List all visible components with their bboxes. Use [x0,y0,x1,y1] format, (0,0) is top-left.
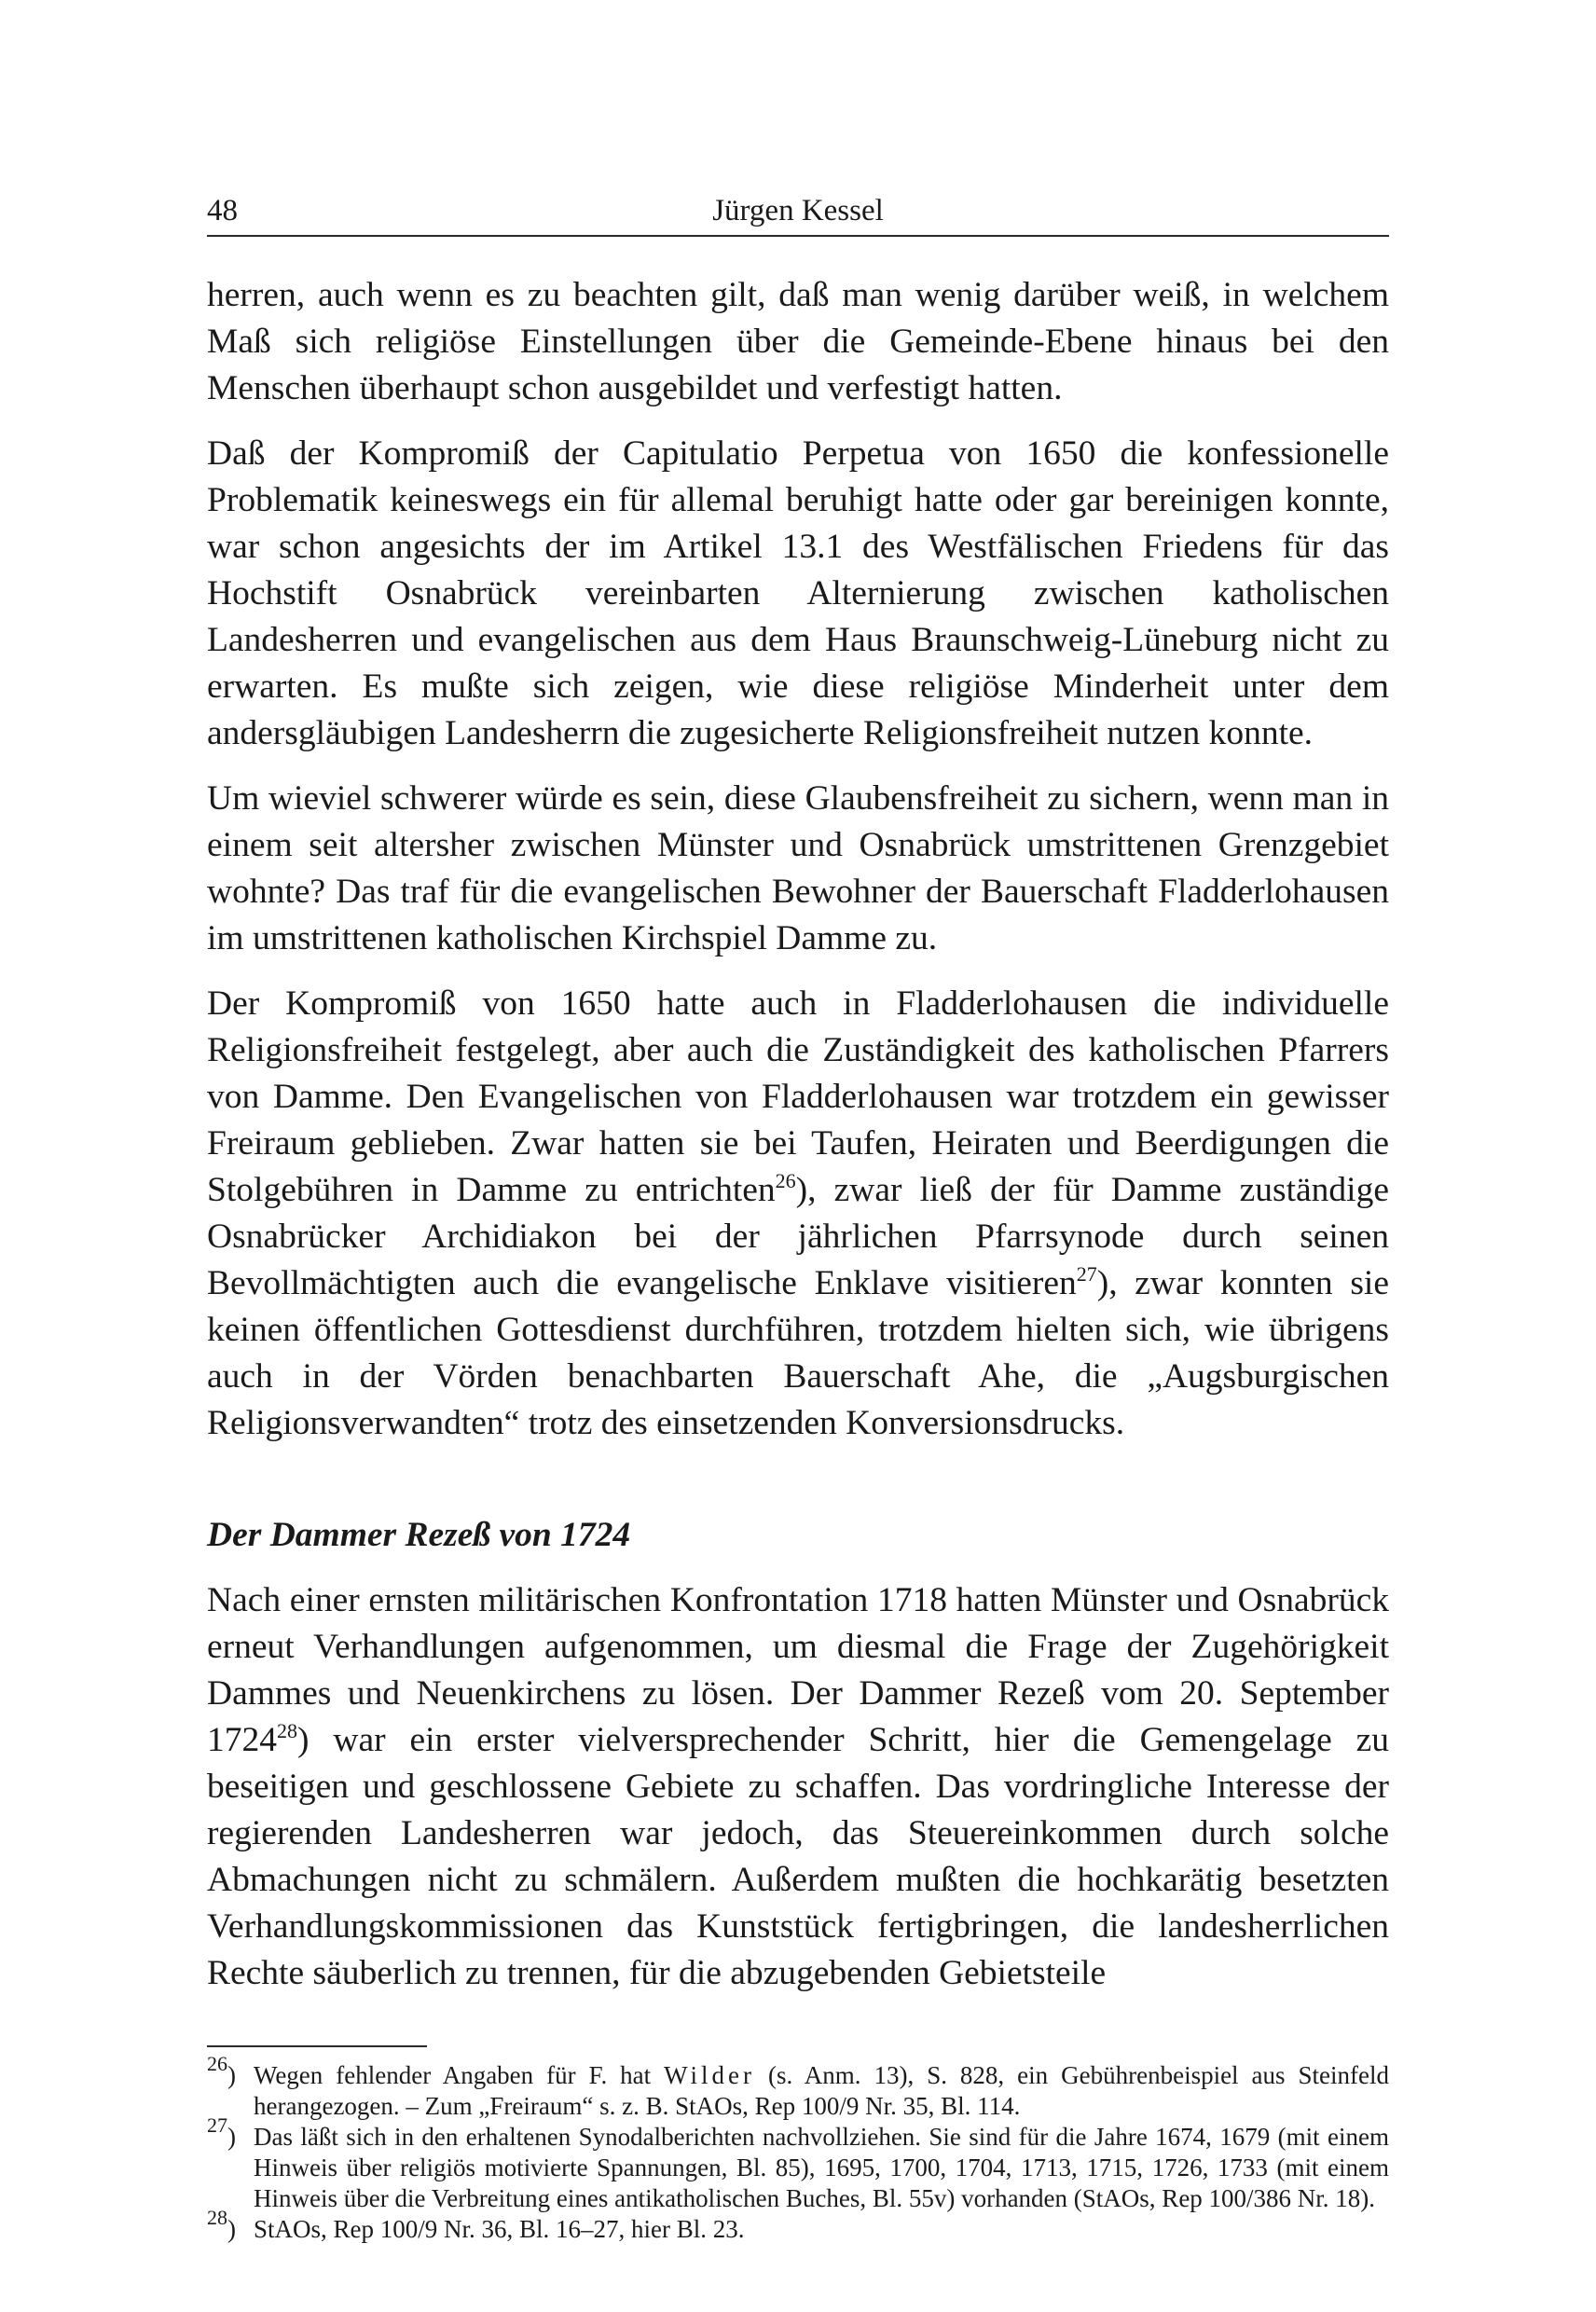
footnote-mark: $^{27}$) [207,2113,236,2151]
body-text [207,272,1389,1997]
paragraph-5-part-b: ) war ein erster vielversprechender Schritt, hier die Gemengelage zu beseitigen und geschlossene Gebiete zu schaffen. Das vordringliche Interesse der regierenden Landesherren war jedoch, das Steuereinkommen durch solche Abmachungen nicht zu schmälern. Außerdem mußten die hochkarätig besetzten Verhandlungskommissionen das Kunststück fertigbringen, die landesherrlichen Rechte säuberlich zu trennen, für die abzugebenden Gebietsteile [207,1721,1389,1992]
page-number: 48 [207,194,238,227]
footnotes [207,2052,1389,2245]
footnote-27 [207,2113,1389,2214]
footnote-ref-26[interactable]: 26 [775,1169,796,1192]
paragraph-2: Daß der Kompromiß der Capitulatio Perpetua von 1650 die konfessionelle Problematik keineswegs ein für allemal beruhigt hatte oder gar bereinigen konnte, war schon angesichts der im Artikel 13.1 des Westfälischen Friedens für das Hochstift Osnabrück vereinbarten Alternierung zwischen katholischen Landesherren und evangelischen aus dem Haus Braunschweig-Lüneburg nicht zu erwarten. Es mußte sich zeigen, wie diese religiöse Minderheit unter dem andersgläubigen Landesherrn die zugesicherte Religionsfreiheit nutzen konnte. [207,434,1389,752]
footnote-number: 28 [207,2206,227,2229]
paragraph-5 [207,1577,1389,1997]
running-head-author: Jürgen Kessel [712,194,884,227]
footnote-ref-28[interactable]: 28 [277,1719,297,1742]
footnote-number: 27 [207,2113,227,2137]
footnote-author-spaced: Wilder [664,2061,756,2089]
footnote-text: StAOs, Rep 100/9 Nr. 36, Bl. 16–27, hier Bl. 23. [254,2215,745,2243]
paragraph-4 [207,981,1389,1447]
footnote-ref-27[interactable]: 27 [1076,1262,1097,1286]
section-heading: Der Dammer Rezeß von 1724 [207,1516,631,1554]
footnote-mark: $^{28}$) [207,2206,236,2243]
footnote-text: Wegen fehlender Angaben für F. hat [254,2061,665,2089]
footnote-text-rest: (s. Anm. 13), S. 828, ein Gebührenbeispiel aus Steinfeld herangezogen. – Zum „Freiraum“ s. z. B. StAOs, Rep 100/9 Nr. 35, Bl. 114. [254,2061,1389,2120]
paragraph-3: Um wieviel schwerer würde es sein, diese Glaubensfreiheit zu sichern, wenn man in einem seit altersher zwischen Münster und Osnabrück umstrittenen Grenzgebiet wohnte? Das traf für die evangelischen Bewohner der Bauerschaft Fladderlohausen im umstrittenen katholischen Kirchspiel Damme zu. [207,779,1389,957]
footnote-mark: $^{26}$) [207,2052,236,2089]
paragraph-4-part-a: Der Kompromiß von 1650 hatte auch in Fladderlohausen die individuelle Religionsfreiheit festgelegt, aber auch die Zuständigkeit des katholischen Pfarrers von Damme. Den Evangelischen von Fladderlohausen war trotzdem ein gewisser Freiraum geblieben. Zwar hatten sie bei Taufen, Heiraten und Beerdigungen die Stolgebühren in Damme zu entrichten [207,984,1389,1209]
running-head [207,186,1389,237]
footnote-number: 26 [207,2052,227,2075]
paragraph-5-part-a: Nach einer ernsten militärischen Konfrontation 1718 hatten Münster und Osnabrück erneut Verhandlungen aufgenommen, um diesmal die Frage der Zugehörigkeit Dammes und Neuenkirchens zu lösen. Der Dammer Rezeß vom 20. September 1724 [207,1581,1389,1759]
footnote-26 [207,2052,1389,2122]
footnote-divider [207,2045,427,2047]
footnote-28 [207,2206,1389,2245]
paragraph-4-part-b: ), zwar ließ der für Damme zuständige Osnabrücker Archidiakon bei der jährlichen Pfarrsynode durch seinen Bevollmächtigten auch die evangelische Enklave visitieren [207,1171,1389,1302]
page [207,186,1389,2245]
paragraph-4-part-c: ), zwar konnten sie keinen öffentlichen Gottesdienst durchführen, trotzdem hielten sich, wie übrigens auch in der Vörden benachbarten Bauerschaft Ahe, die „Augsburgischen Religionsverwandten“ trotz des einsetzenden Konversionsdrucks. [207,1264,1389,1442]
footnote-text: Das läßt sich in den erhaltenen Synodalberichten nachvollziehen. Sie sind für die Jahre 1674, 1679 (mit einem Hinweis über religiös motivierte Spannungen, Bl. 85), 1695, 1700, 1704, 1713, 1715, 1726, 1733 (mit einem Hinweis über die Verbreitung eines antikatholischen Buches, Bl. 55v) vorhanden (StAOs, Rep 100/386 Nr. 18). [254,2123,1389,2212]
paragraph-1: herren, auch wenn es zu beachten gilt, daß man wenig darüber weiß, in welchem Maß sich religiöse Einstellungen über die Gemeinde-Ebene hinaus bei den Menschen überhaupt schon ausgebildet und verfestigt hatten. [207,276,1389,407]
